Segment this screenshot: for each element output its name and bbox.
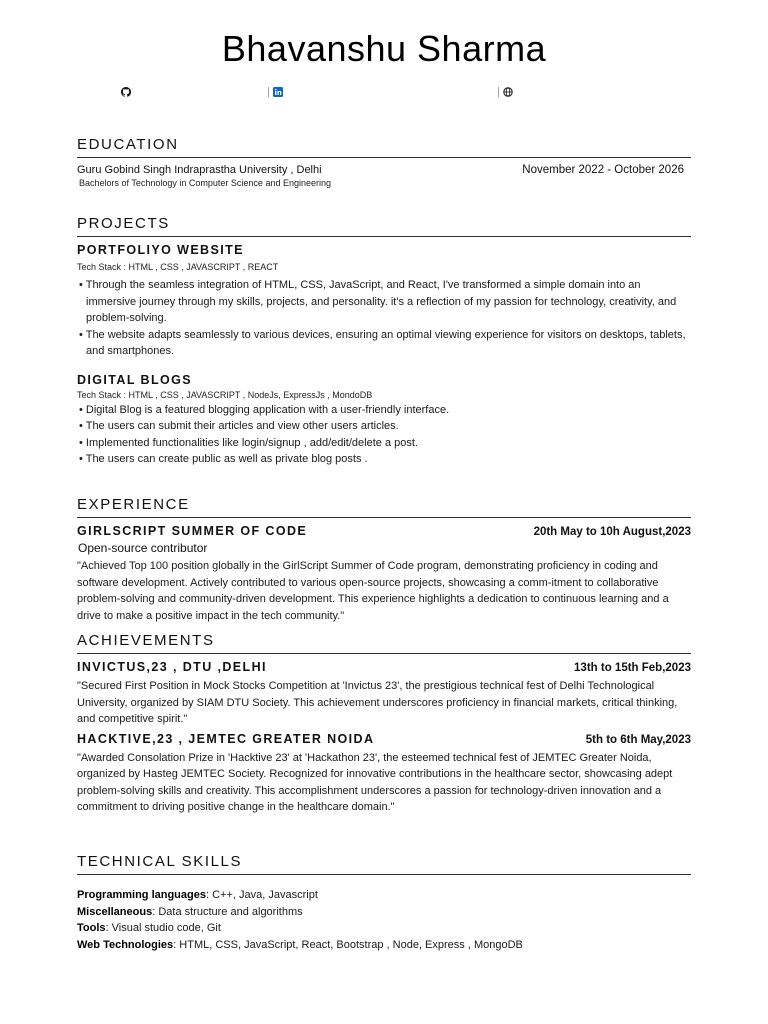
skill-value: HTML, CSS, JavaScript, React, Bootstrap , Node, Express , MongoDB <box>179 938 523 951</box>
achievement-name: HACKTIVE,23 , JEMTEC GREATER NOIDA <box>77 731 375 746</box>
achievements-section <box>77 632 691 816</box>
skills-section <box>77 853 691 953</box>
skill-row <box>77 904 691 921</box>
skill-value: Visual studio code, Git <box>111 922 221 934</box>
project-tech-stack: Tech Stack : HTML , CSS , JAVASCRIPT , REACT <box>77 262 279 272</box>
education-heading: EDUCATION <box>77 136 691 158</box>
achievement-description: "Awarded Consolation Prize in 'Hacktive 23' at 'Hackathon 23', the esteemed technical fest of JEMTEC Greater Noida, organized by Hasteg JEMTEC Society. Recognized for innovative contributions in the healthcare sector, showcasing adept problem-solving skills and creativity. This accomplishment underscores a passion for technology-driven innovation and a commitment to driving positive change in the healthcare domain." <box>77 751 673 813</box>
skill-separator: : <box>173 938 180 951</box>
education-section <box>77 136 691 188</box>
achievement-name: INVICTUS,23 , DTU ,DELHI <box>77 660 267 674</box>
achievement-description: "Secured First Position in Mock Stocks Competition at 'Invictus 23', the prestigious technical fest of Delhi Technological University, organized by SIAM DTU Society. This achievement underscores proficiency in financial markets, critical thinking, and competitive spirit." <box>77 680 678 725</box>
achievement-dates: 5th to 6th May,2023 <box>585 733 691 746</box>
project-item <box>77 243 691 360</box>
resume-name: Bhavanshu Sharma <box>221 28 547 69</box>
education-dates: November 2022 - October 2026 <box>522 164 684 176</box>
experience-heading: EXPERIENCE <box>77 496 691 518</box>
linkedin-link[interactable] <box>267 86 283 98</box>
project-bullet: • The users can submit their articles and view other users articles. <box>77 418 691 435</box>
projects-section <box>77 215 691 468</box>
linkedin-icon <box>273 87 283 97</box>
achievements-heading: ACHIEVEMENTS <box>77 632 691 654</box>
experience-org: GIRLSCRIPT SUMMER OF CODE <box>77 524 308 538</box>
skill-value: Data structure and algorithms <box>158 905 303 918</box>
achievement-dates: 13th to 15th Feb,2023 <box>574 662 691 674</box>
skills-heading: TECHNICAL SKILLS <box>77 853 691 875</box>
skill-row <box>77 937 691 954</box>
github-link[interactable] <box>121 86 131 98</box>
github-icon <box>121 87 131 97</box>
skill-row <box>77 887 691 904</box>
project-item <box>77 373 691 468</box>
skill-label: Programming languages <box>77 889 206 901</box>
project-bullet: • Implemented functionalities like login/signup , add/edit/delete a post. <box>77 435 691 452</box>
skill-label: Tools <box>77 922 106 934</box>
projects-heading: PROJECTS <box>77 215 691 237</box>
project-tech-stack: Tech Stack : HTML , CSS , JAVASCRIPT , NodeJs, ExpressJs , MondoDB <box>77 389 373 400</box>
skill-separator: : <box>152 905 159 918</box>
project-bullets <box>77 402 691 468</box>
experience-role: Open-source contributor <box>78 541 208 555</box>
experience-dates: 20th May to 10h August,2023 <box>533 526 691 538</box>
skill-label: Miscellaneous <box>77 905 153 918</box>
project-bullet: • The users can create public as well as private blog posts . <box>77 451 691 468</box>
experience-description: "Achieved Top 100 position globally in the GirlScript Summer of Code program, demonstrating proficiency in coding and software development. Actively contributed to various open-source projects, showcasing a comm-itment to collaborative problem-solving and community-driven development. This experience highlights a dedication to continuous learning and a drive to make a positive impact in the tech community." <box>77 560 669 622</box>
project-name: PORTFOLIYO WEBSITE <box>77 243 244 257</box>
skill-row <box>77 920 691 937</box>
globe-icon <box>503 87 513 97</box>
divider: | <box>267 86 270 98</box>
divider: | <box>497 86 500 98</box>
school-name: Guru Gobind Singh Indraprastha University , Delhi <box>77 164 322 176</box>
skill-value: C++, Java, Javascript <box>212 889 318 901</box>
project-bullets <box>77 277 691 360</box>
skill-label: Web Technologies <box>77 938 174 951</box>
project-bullet: • Through the seamless integration of HTML, CSS, JavaScript, and React, I've transformed a simple domain into an immersive journey through my skills, projects, and personality. it's a reflection of my passion for technology, creativity, and problem-solving. <box>77 277 691 327</box>
project-bullet: • Digital Blog is a featured blogging application with a user-friendly interface. <box>77 402 691 419</box>
skills-list <box>77 887 691 953</box>
website-link[interactable] <box>497 86 513 98</box>
project-name: DIGITAL BLOGS <box>77 372 192 387</box>
skill-separator: : <box>205 889 213 901</box>
skill-separator: : <box>105 922 112 934</box>
degree: Bachelors of Technology in Computer Science and Engineering <box>79 178 331 188</box>
project-bullet: • The website adapts seamlessly to various devices, ensuring an optimal viewing experience for visitors on desktops, tablets, and smartphones. <box>77 327 691 360</box>
experience-section <box>77 496 691 624</box>
